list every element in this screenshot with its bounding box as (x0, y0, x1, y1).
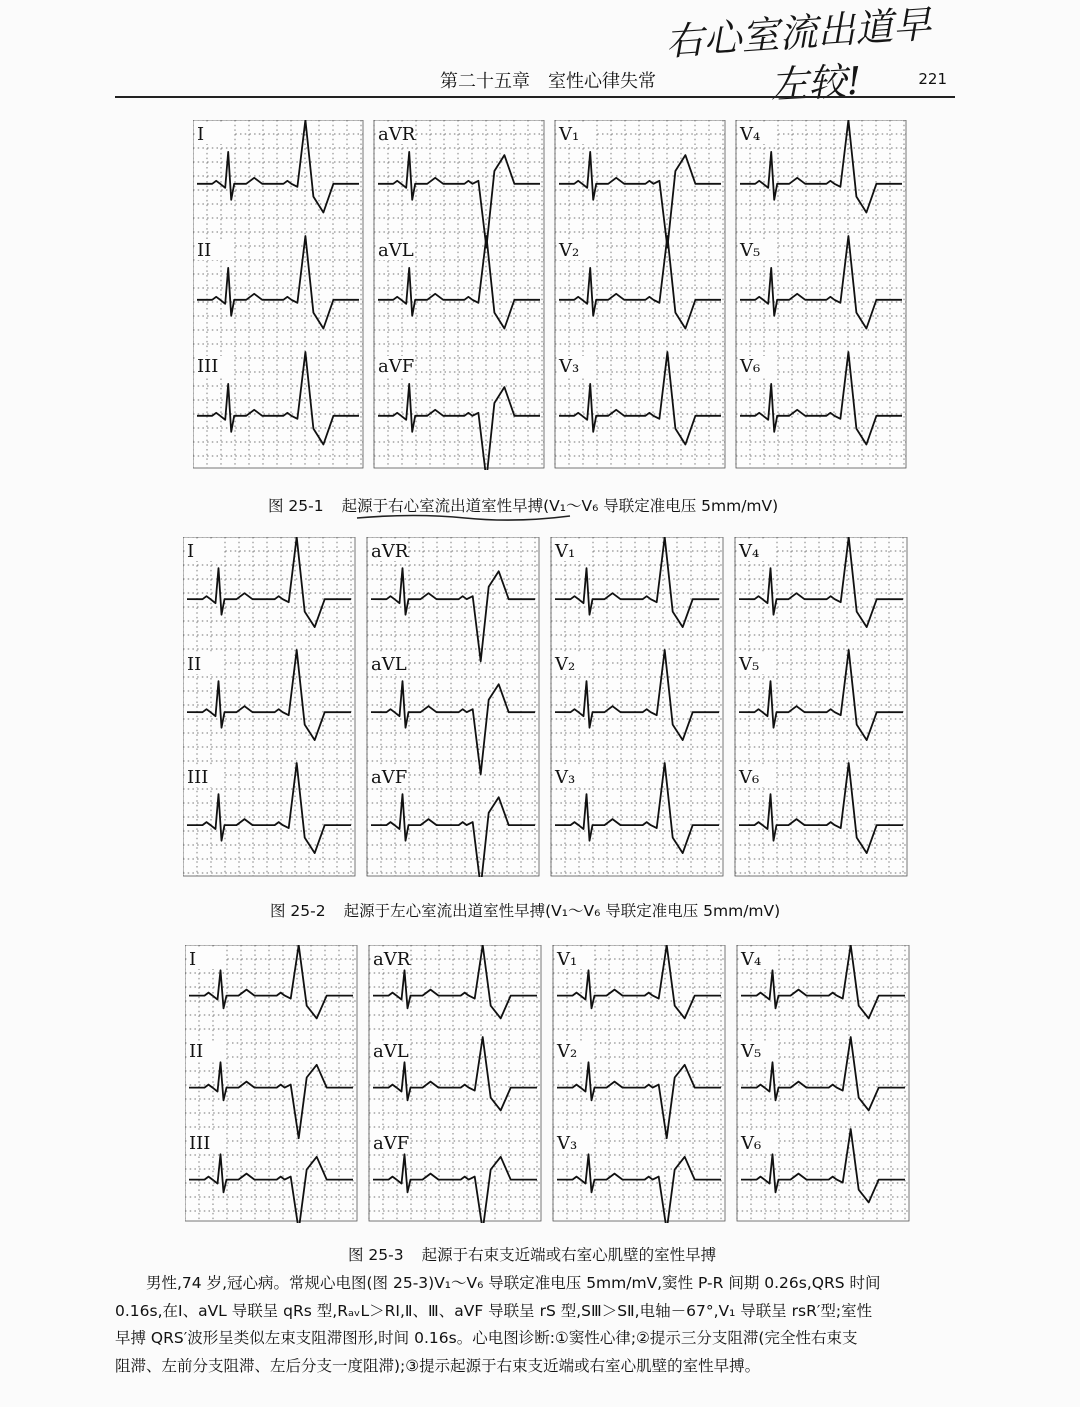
lead-label: I (197, 124, 205, 145)
page-number: 221 (918, 70, 947, 88)
handwritten-note-line2: 左较! (769, 58, 863, 108)
chapter-title: 第二十五章 室性心律失常 (440, 71, 656, 92)
lead-label: V₅ (739, 654, 760, 675)
lead-label: III (189, 1133, 211, 1154)
lead-label: III (197, 356, 219, 377)
lead-label: V₂ (555, 654, 576, 675)
lead-label: II (187, 654, 202, 675)
handwritten-underline (355, 510, 575, 526)
lead-label: V₅ (740, 240, 761, 261)
lead-label: V₃ (557, 1133, 578, 1154)
lead-label: aVF (371, 767, 408, 788)
page-header (115, 62, 955, 98)
case-description (115, 1270, 965, 1380)
lead-label: II (197, 240, 212, 261)
body-line: 男性,74 岁,冠心病。常规心电图(图 25-3)V₁～V₆ 导联定准电压 5mm/mV,窦性 P-R 间期 0.26s,QRS 时间 (146, 1274, 881, 1292)
lead-label: V₂ (559, 240, 580, 261)
figure-number: 图 25-2 (270, 902, 326, 920)
body-line: 早搏 QRS′波形呈类似左束支阻滞图形,时间 0.16s。心电图诊断:①窦性心律;②提示三分支阻滞(完全性右束支 (115, 1329, 858, 1347)
handwritten-note-line1: 右心室流出道早 (664, 1, 933, 65)
lead-label: V₆ (739, 767, 760, 788)
lead-label: III (187, 767, 209, 788)
lead-label: aVL (378, 240, 414, 261)
lead-label: aVL (371, 654, 407, 675)
lead-label: aVR (378, 124, 416, 145)
lead-label: I (187, 541, 195, 562)
figure-caption-text: 起源于右束支近端或右室心肌壁的室性早搏 (421, 1246, 717, 1264)
lead-label: V₄ (740, 124, 761, 145)
lead-label: V₃ (559, 356, 580, 377)
lead-label: I (189, 949, 197, 970)
ecg-figure-25-1 (193, 120, 913, 470)
lead-label: V₁ (557, 949, 578, 970)
figure-number: 图 25-1 (268, 497, 324, 515)
lead-label: V₃ (555, 767, 576, 788)
lead-label: V₅ (741, 1041, 762, 1062)
ecg-figure-25-3 (185, 945, 910, 1223)
lead-label: aVR (373, 949, 411, 970)
lead-label: V₆ (740, 356, 761, 377)
figure-caption-25-3 (348, 1243, 716, 1265)
figure-caption-25-2 (270, 899, 780, 921)
ecg-figure-25-2 (183, 537, 908, 877)
figure-caption-text: 起源于左心室流出道室性早搏(V₁～V₆ 导联定准电压 5mm/mV) (343, 902, 781, 920)
lead-label: aVF (373, 1133, 410, 1154)
lead-label: V₂ (557, 1041, 578, 1062)
body-line: 0.16s,在Ⅰ、aVL 导联呈 qRs 型,RₐᵥL＞RⅠ,Ⅱ、Ⅲ、aVF 导联呈 rS 型,SⅢ＞SⅡ,电轴－67°,V₁ 导联呈 rsR′型;室性 (115, 1301, 873, 1320)
figure-caption-text: 起源于右心室流出道室性早搏(V₁～V₆ 导联定准电压 5mm/mV) (341, 497, 779, 515)
lead-label: V₄ (739, 541, 760, 562)
body-line: 阻滞、左前分支阻滞、左后分支一度阻滞);③提示起源于右束支近端或右室心肌壁的室性早搏。 (115, 1356, 761, 1375)
lead-label: aVL (373, 1041, 409, 1062)
lead-label: V₁ (559, 124, 580, 145)
figure-number: 图 25-3 (348, 1246, 404, 1264)
lead-label: aVF (378, 356, 415, 377)
lead-label: V₄ (741, 949, 762, 970)
lead-label: aVR (371, 541, 409, 562)
lead-label: V₁ (555, 541, 576, 562)
lead-label: II (189, 1041, 204, 1062)
lead-label: V₆ (741, 1133, 762, 1154)
